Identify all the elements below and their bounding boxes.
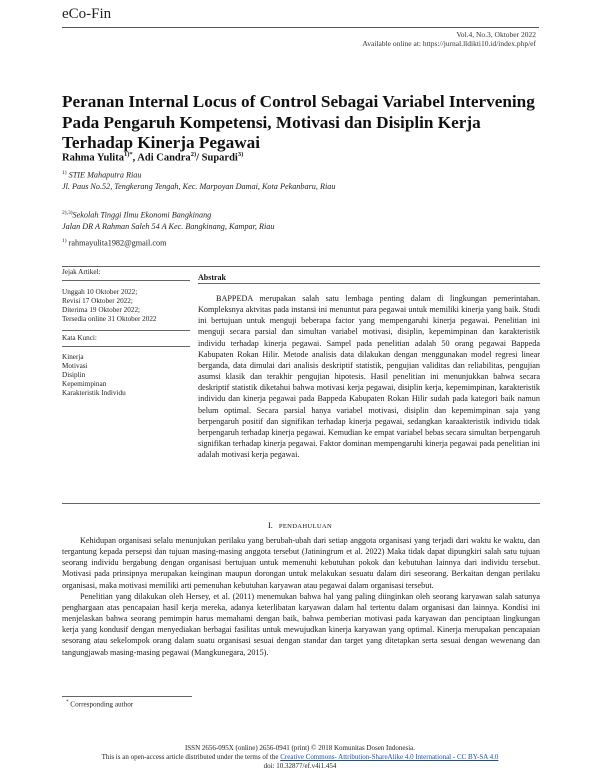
license-link[interactable]: Creative Commons- Attribution-ShareAlike 4.0 International - CC BY-SA 4.0 (280, 753, 499, 761)
sidebar-divider-2 (62, 330, 190, 331)
affiliation-2-address: Jalan DR A Rahman Saleh 54 A Kec. Bangkinang, Kampar, Riau (62, 221, 275, 231)
keyword-list (62, 353, 126, 398)
affiliation-1-mark: 1) (62, 170, 67, 176)
affiliation-2 (62, 208, 274, 232)
keyword: Motivasi (62, 362, 88, 370)
footnote-mark: * (66, 700, 69, 705)
email-mark: 1) (62, 238, 67, 244)
sidebar-divider-1 (62, 280, 190, 281)
journal-name: eCo-Fin (62, 6, 112, 22)
history-date: Unggah 10 Oktober 2022; (62, 288, 138, 296)
history-date: Tersedia online 31 Oktober 2022 (62, 315, 157, 323)
author-1: Rahma Yulita (62, 152, 124, 164)
affiliation-1 (62, 168, 335, 192)
affiliation-2-mark: 2),3) (62, 210, 73, 216)
keyword: Kepemimpinan (62, 380, 107, 388)
available-online-line: Available online at: https://jurnal.lldikti10.id/index.php/ef (362, 39, 536, 48)
affiliation-2-name: Sekolah Tinggi Ilmu Ekonomi Bangkinang (72, 210, 212, 220)
header-divider (62, 27, 539, 28)
abstract-body (198, 293, 540, 460)
footer-issn: ISSN 2656-095X (online) 2656-0941 (print) © 2018 Komunitas Dosen Indonesia. (184, 744, 416, 752)
keyword: Karakteristik Individu (62, 389, 126, 397)
section-heading (0, 521, 600, 530)
journal-volume-info (362, 30, 536, 48)
abstract-divider-bottom (62, 503, 540, 504)
article-title: Peranan Internal Locus of Control Sebagai Variabel Intervening Pada Pengaruh Kompetensi, Motivasi dan Disiplin Kerja Terhadap Kinerja Pegawai (62, 92, 535, 152)
author-2-mark: 2) (190, 151, 197, 158)
body-paragraph: Kehidupan organisasi selalu menunjukan perilaku yang berubah-ubah dari setiap anggota organisasi yang terjadi dari waktu ke waktu, dan tergantung kepada persepsi dan tujuan masing-masing anggota tersebut (Jatiningrum et al. 2022) Maka tidak dapat dipungkiri salah satu tujuan seorang individu bergabung dengan organisasi bertujuan untuk memenuhi kebutuhan pokok dan kebutuhan lainnya dari individu tersebut. Motivasi pada prinsipnya merupakan keinginan maupun dorongan untuk melakukan sesuatu dalam diri seseorang. Berkaitan dengan perilaku organisasi, maka motivasi memiliki arti pemenuhan kebutuhan karyawan atau pegawai dalam organisasi tersebut. (62, 536, 540, 590)
history-date: Revisi 17 Oktober 2022; (62, 297, 133, 305)
email-address[interactable]: rahmayulita1982@gmail.com (66, 238, 167, 248)
info-top-divider (62, 266, 540, 267)
volume-line: Vol.4, No.3, Oktober 2022 (456, 30, 536, 39)
abstract-heading: Abstrak (198, 273, 227, 282)
author-3: / Supardi (196, 152, 238, 164)
affiliation-1-address: Jl. Paus No.52, Tengkerang Tengah, Kec. Marpoyan Damai, Kota Pekanbaru, Riau (62, 181, 336, 191)
abstract-divider-top (198, 283, 540, 284)
keyword: Disiplin (62, 371, 86, 379)
corresponding-email[interactable] (62, 236, 166, 249)
footnote-divider (62, 696, 192, 697)
body-paragraph: Penelitian yang dilakukan oleh Hersey, et al. (2011) menemukan bahwa hal yang paling diinginkan oleh seorang karyawan salah satunya penghargaan atas pencapaian hasil kerja mereka, adanya keterlibatan karyawan dalam hal tertentu dalam organisasi dan lainnya. Kondisi ini menjelaskan bahwa seorang pemimpin harus memahami dengan baik, bahwa pemberian motivasi pada karyawan dan penciptaan lingkungan kerja yang kondusif dengan menyediakan berbagai fasilitas untuk mewujudkan kinerja karyawan yang optimal. Kinerja merupakan pencapaian sesorang atau sekelompok orang dalam suatu organisasi sesuai dengan standar dan target yang ditetapkan serta sesuai dengan wewenang dan tangungjawab masing-masing pegawai (Mangkunegara, 2015). (62, 591, 540, 657)
author-2: , Adi Candra (132, 152, 191, 164)
author-1-mark: 1)* (123, 151, 133, 158)
keywords-label: Kata Kunci: (62, 334, 97, 342)
section-body (62, 535, 540, 658)
author-list (62, 151, 243, 164)
sidebar-divider-3 (62, 346, 190, 347)
section-title: PENDAHULUAN (278, 523, 333, 530)
history-date: Diterima 19 Oktober 2022; (62, 306, 141, 314)
license-prefix: This is an open-access article distributed under the terms of the (101, 753, 281, 761)
author-3-mark: 3) (237, 151, 244, 158)
article-history-label: Jejak Artikel: (62, 268, 101, 276)
affiliation-1-name: STIE Mahaputra Riau (66, 170, 142, 180)
footer-license (0, 753, 600, 762)
article-history (62, 288, 157, 324)
section-number: I. (267, 521, 273, 530)
footnote-text: Corresponding author (68, 700, 134, 709)
footnote (66, 700, 133, 708)
footer-doi[interactable]: doi: 10.32877/ef.v4i1.454 (263, 762, 337, 770)
keyword: Kinerja (62, 353, 84, 361)
abstract-text: BAPPEDA merupakan salah satu lembaga penting dalam di lingkungan pemerintahan. Kompleksnya aktvitas pada instansi ini menuntut para pegawai untuk memiliki kinerja yang baik. Studi ini bertujuan untuk menguji beberapa factor yang mempengaruhi kinerja pegawai. Penelitian ini menguji secara parsial dan simultan variabel motivasi, disiplin, kepemimpinan dan karakteristik individu terhadap kinerja pegawai. Sampel pada penelitian adalah 50 orang pegawai Bappeda Kabupaten Rokan Hilir. Metode analisis data dilakukan dengan menggunakan model regresi linear berganda, data dimulai dari analisis deskriptif statistik, pengujian validitas dan reliabilitas, pengujian asumsi klasik dan terakhir pengujian hipotesis. Hasil penelitian ini menunjukkan bahwa secara deskriptif statistik diketahui bahwa motivasi kerja pegawai, disiplin kerja, kepemimpinan, karakteristik individu dan kinerja pegawai pada Bappeda Kabupaten Rokan Hilir sudah pada kategori baik namun belum optimal. Secara parsial hanya variabel motivasi, disiplin dan kepemimpinan saja yang berpengaruh positif dan signifikan terhadap kinerja pegawai, sedangkan karaakteristik individu tidak berpengaruh terhadap kinerja pegawai. Kemudian ke empat variabel bebas secara simultan berpengaruh signifikan terhadap kinerja pegawai. Faktor dominan mempengaruhi kinerja pegawai pada penelitian ini adalah motivasi kerja pegawai. (198, 294, 540, 460)
